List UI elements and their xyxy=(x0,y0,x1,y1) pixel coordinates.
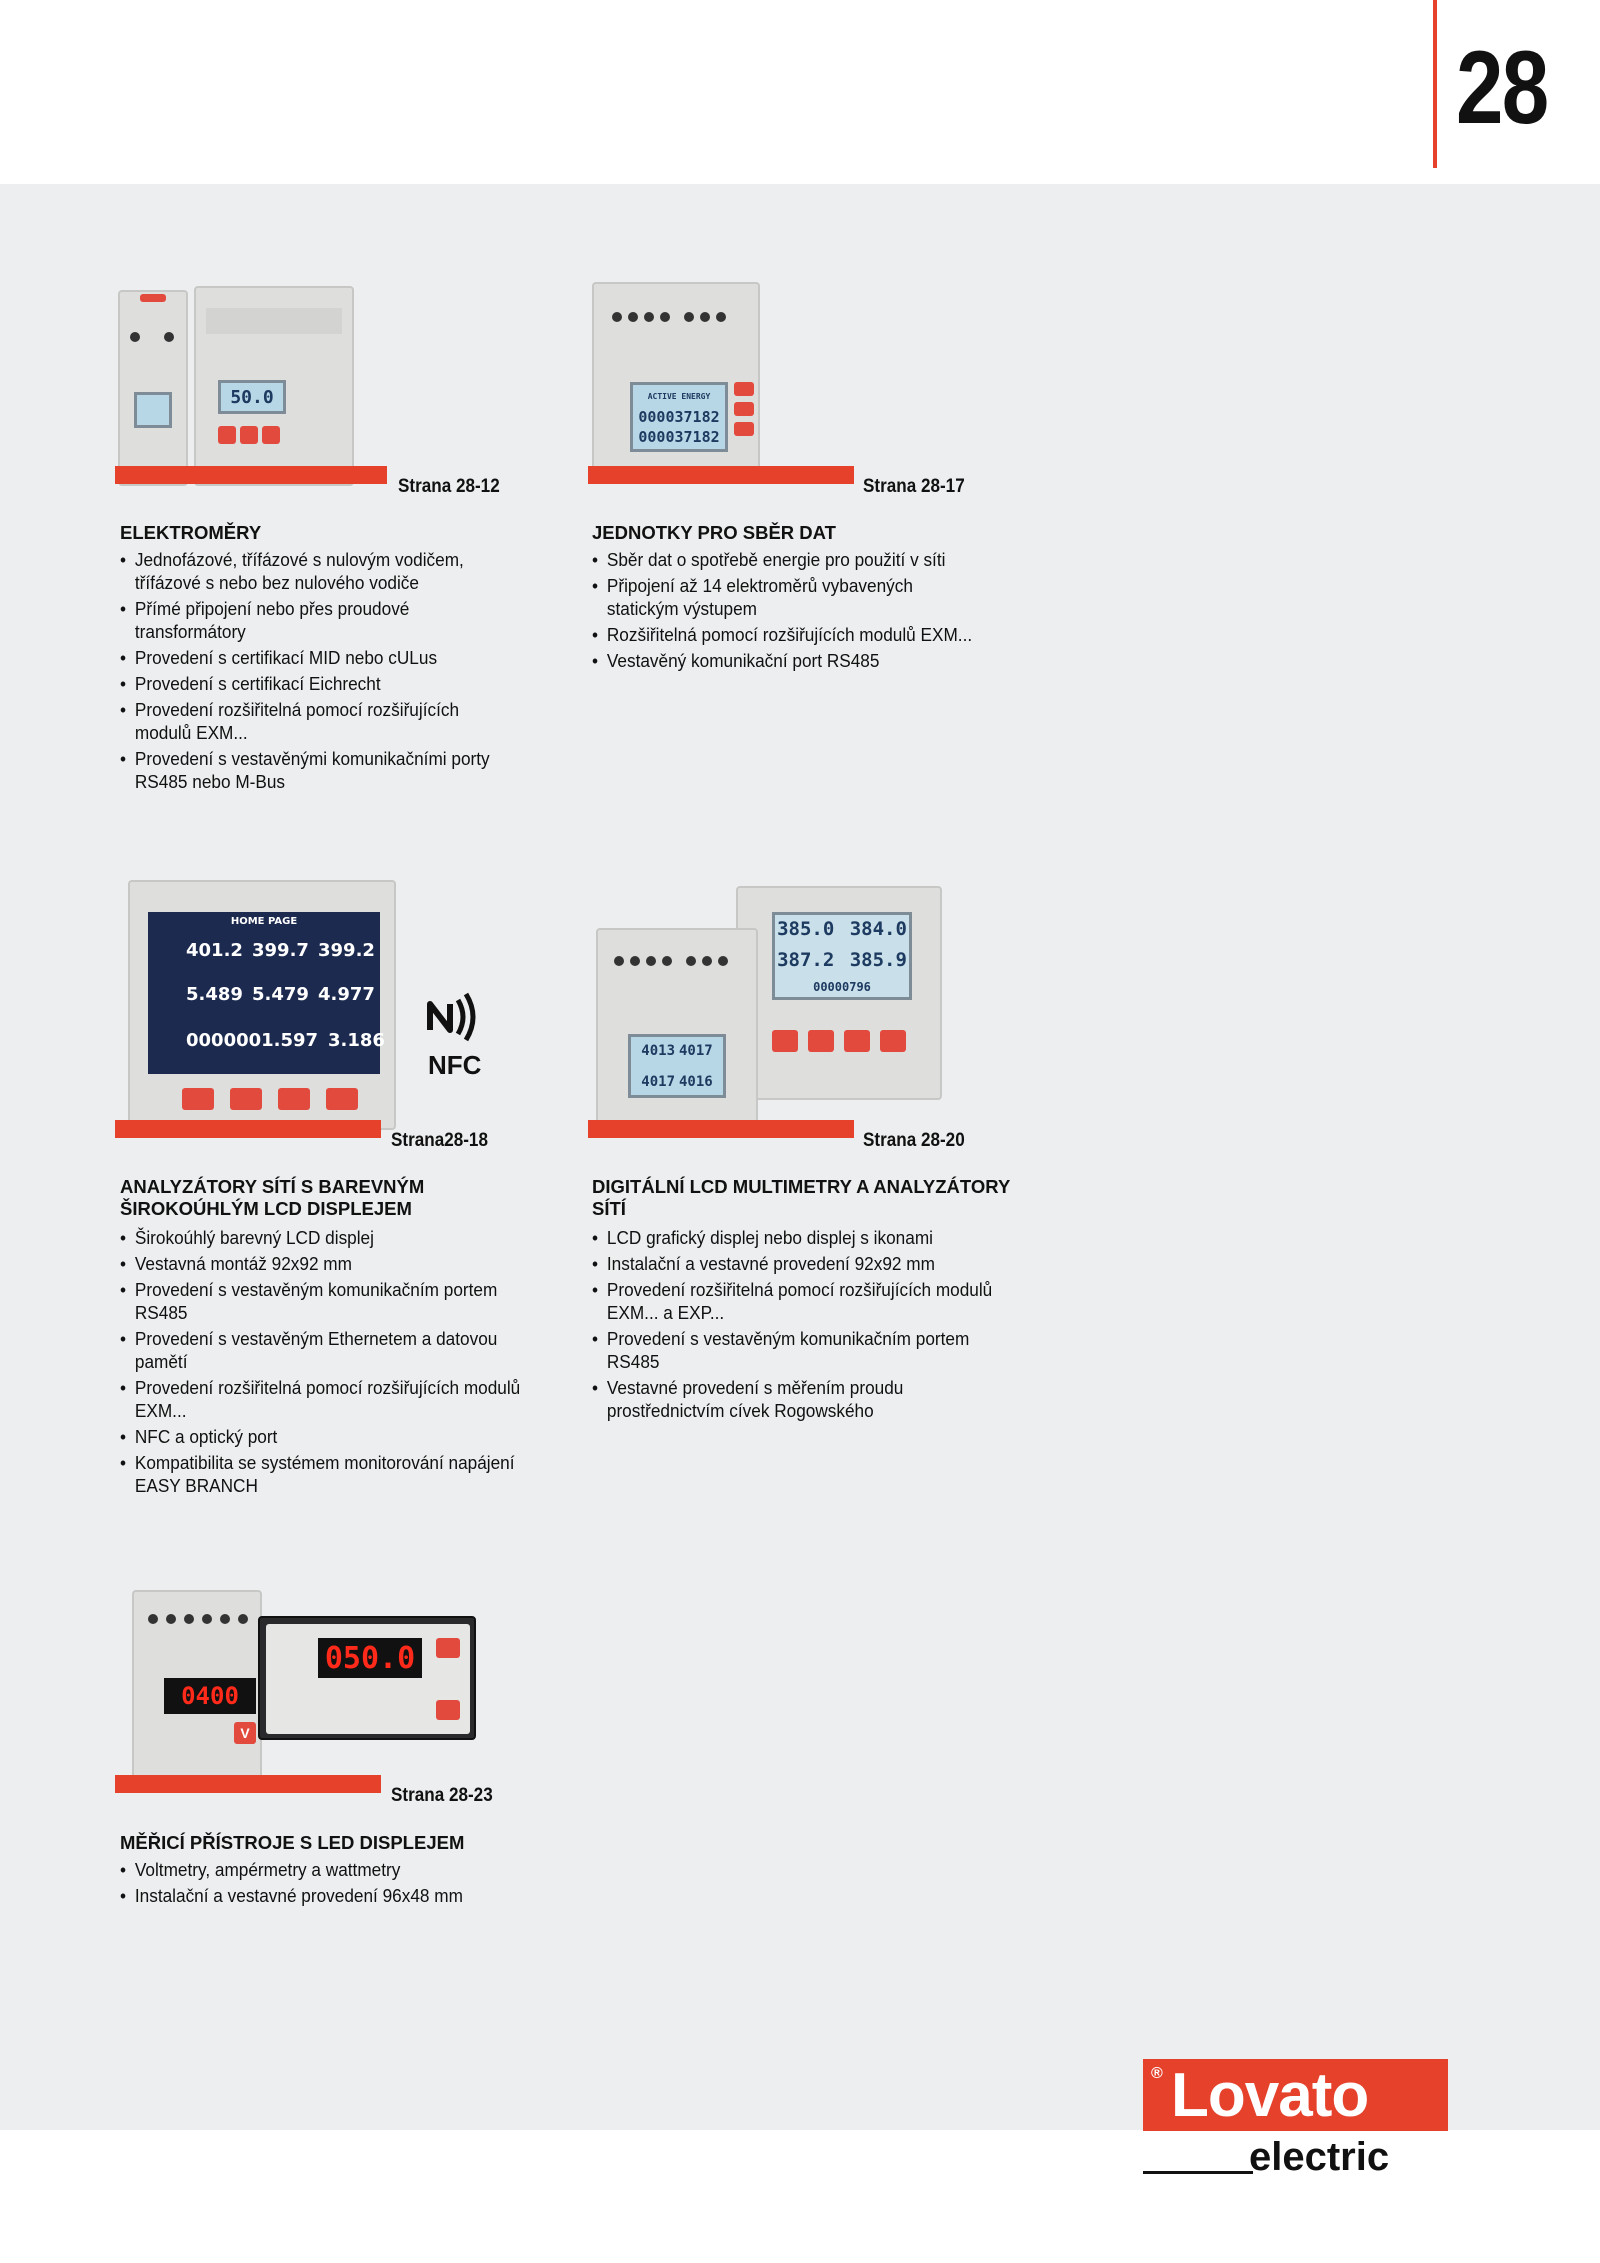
device-panel-led-meter xyxy=(258,1616,476,1740)
display-value: 384.0 xyxy=(849,918,907,941)
display-value: 000037182 xyxy=(638,408,720,426)
display-value: 4017 xyxy=(679,1042,713,1059)
logo-brand: Lovato xyxy=(1171,2061,1369,2130)
feature-item: • Provedení s vestavěnými komunikačními porty RS485 nebo M-Bus xyxy=(120,747,511,793)
product-title: DIGITÁLNÍ LCD MULTIMETRY A ANALYZÁTORY SÍTÍ xyxy=(592,1176,1010,1219)
meter-display: 50.0 xyxy=(218,380,286,414)
product-title: ELEKTROMĚRY xyxy=(120,522,262,543)
product-title: MĚŘICÍ PŘÍSTROJE S LED DISPLEJEM xyxy=(120,1832,465,1853)
product-image-elektromery xyxy=(118,286,358,490)
feature-list xyxy=(120,1858,529,1910)
feature-item: • Vestavěný komunikační port RS485 xyxy=(592,649,983,672)
feature-item: • Provedení s certifikací MID nebo cULus xyxy=(120,646,511,669)
feature-item: • Provedení rozšiřitelná pomocí rozšiřujících modulů EXM... xyxy=(120,698,511,744)
page-header xyxy=(0,0,1600,184)
logo-underline xyxy=(1143,2171,1253,2174)
feature-item: • Rozšiřitelná pomocí rozšiřujících modulů EXM... xyxy=(592,623,983,646)
reading-value: 399.2 xyxy=(318,940,375,961)
feature-item: • Provedení s vestavěným Ethernetem a datovou pamětí xyxy=(120,1327,529,1373)
feature-list xyxy=(120,548,511,796)
product-title: ANALYZÁTORY SÍTÍ S BAREVNÝM ŠIROKOÚHLÝM LCD DISPLEJEM xyxy=(120,1176,425,1219)
registered-mark: ® xyxy=(1151,2065,1163,2082)
nfc-badge xyxy=(420,990,500,1085)
reading-value: 5.489 xyxy=(186,984,243,1005)
display-value: 385.0 xyxy=(777,918,835,941)
feature-item: • Provedení s certifikací Eichrecht xyxy=(120,672,511,695)
feature-item: • Provedení s vestavěným komunikačním portem RS485 xyxy=(592,1327,1001,1373)
screen-title: HOME PAGE xyxy=(230,916,298,927)
header-divider-line xyxy=(1433,0,1437,168)
device-data-unit xyxy=(592,282,760,478)
reading-value: 3.186 xyxy=(328,1030,385,1051)
display-value: 387.2 xyxy=(777,948,835,971)
product-image-analyzatory xyxy=(128,880,398,1130)
ref-bar xyxy=(115,1775,381,1793)
feature-item: • Širokoúhlý barevný LCD displej xyxy=(120,1226,529,1249)
data-unit-display xyxy=(630,382,728,452)
feature-item: • Provedení rozšiřitelná pomocí rozšiřujících modulů EXM... a EXP... xyxy=(592,1278,1001,1324)
display-value: 4013 xyxy=(641,1042,675,1059)
feature-item: • Instalační a vestavné provedení 92x92 mm xyxy=(592,1252,1001,1275)
ref-bar xyxy=(115,1120,381,1138)
led-display: 0400 xyxy=(164,1678,256,1714)
page-reference: Strana 28-23 xyxy=(391,1785,493,1806)
display-value: 4017 xyxy=(641,1073,675,1090)
device-panel-multimeter xyxy=(736,886,942,1100)
page-reference: Strana 28-12 xyxy=(398,476,500,497)
display-value: 385.9 xyxy=(849,948,907,971)
reading-value: 5.479 xyxy=(252,984,309,1005)
feature-item: • Jednofázové, třífázové s nulovým vodičem, třífázové s nebo bez nulového vodiče xyxy=(120,548,511,594)
nfc-label: NFC xyxy=(428,1050,482,1080)
feature-item: • Kompatibilita se systémem monitorování napájení EASY BRANCH xyxy=(120,1451,529,1497)
ref-bar xyxy=(588,1120,854,1138)
reading-value: 0000001.597 xyxy=(186,1030,319,1051)
color-lcd-screen xyxy=(148,912,385,1074)
feature-item: • LCD grafický displej nebo displej s ikonami xyxy=(592,1226,1001,1249)
feature-item: • Připojení až 14 elektroměrů vybavených statickým výstupem xyxy=(592,574,983,620)
ref-bar xyxy=(588,466,854,484)
device-din-multimeter xyxy=(596,928,758,1128)
page-reference: Strana 28-20 xyxy=(863,1130,965,1151)
ref-bar xyxy=(115,466,387,484)
feature-item: • Provedení rozšiřitelná pomocí rozšiřujících modulů EXM... xyxy=(120,1376,529,1422)
product-image-led-meters xyxy=(132,1590,482,1790)
display-value: 00000796 xyxy=(813,979,871,994)
product-image-multimetry xyxy=(596,886,946,1134)
reading-value: 399.7 xyxy=(252,940,309,961)
feature-item: • NFC a optický port xyxy=(120,1425,529,1448)
feature-item: • Instalační a vestavné provedení 96x48 mm xyxy=(120,1884,529,1907)
feature-list xyxy=(592,548,983,675)
feature-item: • Provedení s vestavěným komunikačním portem RS485 xyxy=(120,1278,529,1324)
reading-value: 4.977 xyxy=(318,984,375,1005)
device-three-phase-meter xyxy=(194,286,354,486)
feature-list xyxy=(120,1226,529,1500)
unit-button: V xyxy=(234,1722,256,1744)
led-display: 050.0 xyxy=(318,1638,422,1678)
multimeter-display xyxy=(772,912,912,1000)
display-value: 000037182 xyxy=(638,428,720,446)
display-caption: ACTIVE ENERGY xyxy=(647,392,711,401)
device-color-analyzer xyxy=(128,880,396,1130)
product-image-jednotky xyxy=(592,282,762,482)
device-din-led-meter xyxy=(132,1590,262,1786)
feature-item: • Vestavné provedení s měřením proudu prostřednictvím cívek Rogowského xyxy=(592,1376,1001,1422)
feature-item: • Přímé připojení nebo přes proudové transformátory xyxy=(120,597,511,643)
page-number: 28 xyxy=(1456,30,1548,146)
display-value: 4016 xyxy=(679,1073,713,1090)
page-reference: Strana28-18 xyxy=(391,1130,488,1151)
feature-item: • Vestavná montáž 92x92 mm xyxy=(120,1252,529,1275)
device-single-phase-meter xyxy=(118,290,188,486)
reading-value: 401.2 xyxy=(186,940,243,961)
page-reference: Strana 28-17 xyxy=(863,476,965,497)
logo-sub: electric xyxy=(1249,2135,1390,2179)
feature-item: • Sběr dat o spotřebě energie pro použití v síti xyxy=(592,548,983,571)
din-display xyxy=(628,1034,726,1098)
feature-list xyxy=(592,1226,1001,1425)
product-title: JEDNOTKY PRO SBĚR DAT xyxy=(592,522,836,543)
feature-item: • Voltmetry, ampérmetry a wattmetry xyxy=(120,1858,529,1881)
